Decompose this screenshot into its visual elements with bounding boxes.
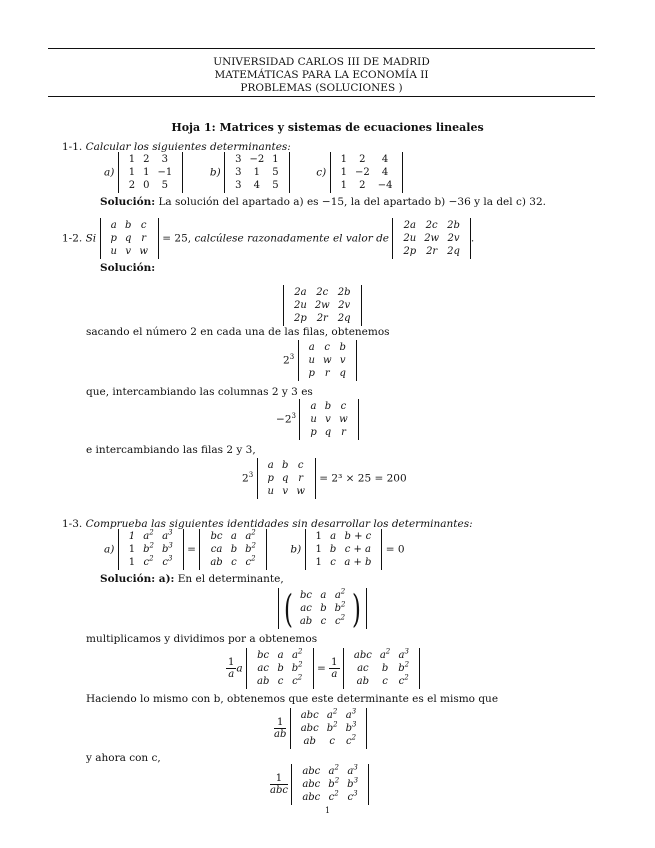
problem-1-2-text-2: que, intercambiando las columnas 2 y 3 es bbox=[86, 386, 313, 398]
solution-3-det-2: $\frac{1}{a}$ a bc a $a^2$ ac b $b^2$ ab c $c^2$ = $\frac{1}{a}$ abc $a^2$ $a^3$ ac b $b^2$ ab c $c^2$ bbox=[226, 648, 420, 689]
problem-1-2-solution-label: Solución: bbox=[100, 262, 156, 274]
label-a: a) bbox=[104, 166, 115, 179]
determinant-b: 3 −2 1 3 1 5 3 4 5 bbox=[224, 152, 290, 193]
solution-det-4: $2^3$ a b c p q r u v w = 2³ × 25 = 200 bbox=[242, 460, 407, 497]
problem-1-3-solution: Solución: a): En el determinante, bbox=[100, 573, 284, 585]
top-rule bbox=[48, 48, 595, 49]
problem-1-2-statement: 1-2. Si a b c p q r u v w = 25, calcúlese razonadamente el valor de 2a 2c 2b 2u 2w 2v 2p 2r 2q . bbox=[62, 220, 475, 257]
problem-1-3-identities: a) 1 $a^2$ $a^3$ 1 $b^2$ $b^3$ 1 $c^2$ $c^3$ = bc a $a^2$ ca b $b^2$ ab c $c^2$ b) 1 a b + c 1 b c + a 1 c a + b = 0 bbox=[104, 528, 405, 568]
header-subtitle: PROBLEMAS (SOLUCIONES ) bbox=[240, 82, 403, 94]
header-university: UNIVERSIDAD CARLOS III DE MADRID bbox=[213, 56, 430, 68]
solution-det-2: $2^3$ a c b u w v p r q bbox=[283, 340, 357, 381]
problem-1-2-text-3: e intercambiando las filas 2 y 3, bbox=[86, 444, 256, 456]
determinant-target: 2a 2c 2b 2u 2w 2v 2p 2r 2q bbox=[392, 218, 471, 259]
identity-a-left: 1 $a^2$ $a^3$ 1 $b^2$ $b^3$ 1 $c^2$ $c^3$ bbox=[118, 529, 184, 570]
bottom-rule bbox=[48, 96, 595, 97]
problem-1-3-text-2: Haciendo lo mismo con b, obtenemos que este determinante es el mismo que bbox=[86, 693, 499, 705]
determinant-given: a b c p q r u v w bbox=[100, 218, 159, 259]
determinant-a: 1 2 3 1 1 −1 2 0 5 bbox=[118, 152, 184, 193]
problem-1-3-statement: 1-3. Comprueba las siguientes identidades sin desarrollar los determinantes: bbox=[62, 518, 473, 530]
problem-1-1-statement: 1-1. Calcular los siguientes determinantes: bbox=[62, 141, 291, 153]
problem-1-1-determinants bbox=[104, 152, 403, 193]
identity-a-right: bc a $a^2$ ca b $b^2$ ab c $c^2$ bbox=[199, 529, 267, 570]
problem-1-1-solution: Solución: La solución del apartado a) es −15, la del apartado b) −36 y la del c) 32. bbox=[100, 196, 546, 208]
solution-3-det-1: ( bc a $a^2$ ac b $b^2$ ab c $c^2$ ) bbox=[278, 588, 367, 629]
label-b: b) bbox=[209, 166, 221, 179]
label-c: c) bbox=[316, 166, 327, 179]
page-number: 1 bbox=[324, 806, 331, 815]
solution-3-det-4: $\frac{1}{\text{abc}}$ abc $a^2$ $a^3$ abc $b^2$ $b^3$ abc $c^2$ $c^3$ bbox=[270, 764, 369, 805]
problem-1-3-text-3: y ahora con c, bbox=[86, 752, 161, 764]
identity-b: 1 a b + c 1 b c + a 1 c a + b bbox=[305, 529, 383, 570]
problem-1-3-text-1: multiplicamos y dividimos por a obtenemos bbox=[86, 633, 318, 645]
page-title: Hoja 1: Matrices y sistemas de ecuaciones lineales bbox=[171, 121, 484, 134]
determinant-c: 1 2 4 1 −2 4 1 2 −4 bbox=[330, 152, 404, 193]
problem-1-2-text-1: sacando el número 2 en cada una de las filas, obtenemos bbox=[86, 326, 390, 338]
solution-det-1: 2a 2c 2b 2u 2w 2v 2p 2r 2q bbox=[283, 285, 362, 326]
header-course: MATEMÁTICAS PARA LA ECONOMÍA II bbox=[214, 69, 429, 81]
solution-3-det-3: $\frac{1}{ab}$ abc $a^2$ $a^3$ abc $b^2$ $b^3$ ab c $c^2$ bbox=[274, 708, 367, 749]
solution-det-3: $-2^3$ a b c u v w p q r bbox=[276, 399, 359, 440]
